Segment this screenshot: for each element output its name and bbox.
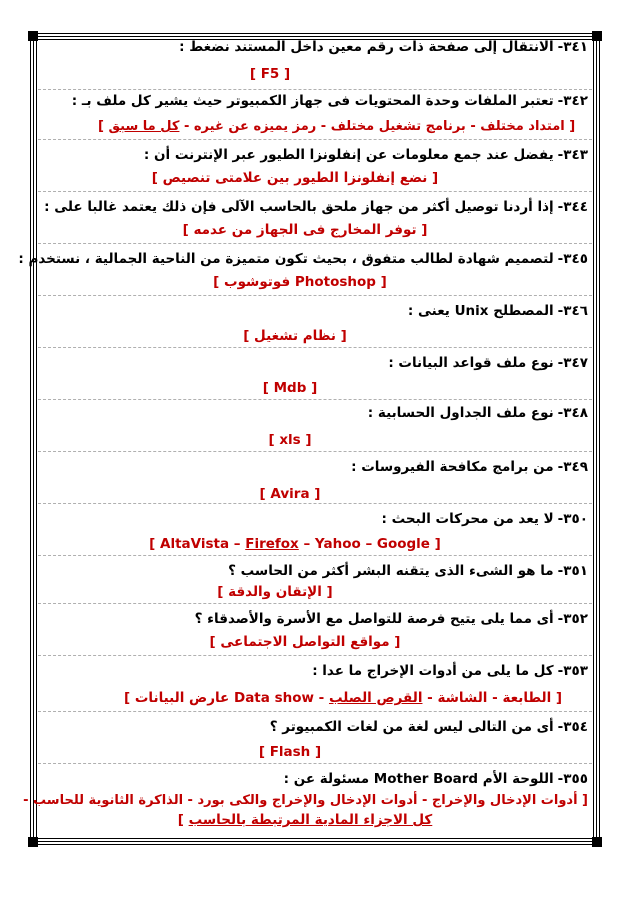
question-345 bbox=[18, 244, 592, 296]
question-342 bbox=[38, 90, 592, 140]
question-350 bbox=[38, 504, 592, 556]
correct-answer: كل الاجزاء المادية المرتبطة بالحاسب bbox=[188, 812, 433, 828]
question-text: ٣٤٤-إذا أردنا توصيل أكثر من جهاز ملحق بالحاسب الآلى فإن ذلك يعتمد غالبا على : bbox=[44, 199, 588, 215]
question-344 bbox=[38, 192, 592, 244]
answer-text: [ الطابعة - الشاشة - القرص الصلب - Data show عارض البيانات ] bbox=[124, 690, 563, 706]
question-text: ٣٥١-ما هو الشىء الذى يتقنه البشر أكثر من الحاسب ؟ bbox=[228, 563, 588, 579]
question-text: ٣٥٤-أى من التالى ليس لغة من لغات الكمبيوتر ؟ bbox=[269, 719, 588, 735]
question-348 bbox=[38, 400, 592, 452]
answer-text-continued: كل الاجزاء المادية المرتبطة بالحاسب ] bbox=[177, 812, 433, 828]
answer-text: [ مواقع التواصل الاجتماعى ] bbox=[209, 634, 401, 650]
question-text: ٣٤١-الانتقال إلى صفحة ذات رقم معين داخل المستند نضغط : bbox=[179, 39, 588, 55]
question-349 bbox=[38, 452, 592, 504]
correct-answer: كل ما سبق bbox=[108, 119, 180, 134]
question-347 bbox=[38, 348, 592, 400]
answer-text: [ Photoshop فوتوشوب ] bbox=[213, 274, 387, 290]
question-text: ٣٤٨-نوع ملف الجداول الحسابية : bbox=[367, 405, 588, 421]
question-352 bbox=[38, 604, 592, 656]
question-353 bbox=[38, 656, 592, 712]
answer-text: [ Mdb ] bbox=[262, 380, 318, 396]
question-355 bbox=[23, 764, 592, 838]
answer-text: [ نضع إنفلونزا الطيور بين علامتى تنصيص ] bbox=[151, 170, 439, 186]
correct-answer: Firefox bbox=[245, 536, 299, 552]
question-text: ٣٤٦-المصطلح Unix يعنى : bbox=[407, 303, 588, 319]
question-354 bbox=[38, 712, 592, 764]
question-text: ٣٥٢-أى مما يلى يتيح فرصة للتواصل مع الأسرة والأصدقاء ؟ bbox=[194, 611, 588, 627]
question-text: ٣٤٥-لتصميم شهادة لطالب متفوق ، بحيث تكون متميزة من الناحية الجمالية ، نستخدم : bbox=[18, 251, 588, 267]
correct-answer: القرص الصلب bbox=[328, 690, 423, 706]
question-346 bbox=[38, 296, 592, 348]
answer-text: [ أدوات الإدخال والإخراج - أدوات الإدخال والإخراج والكى بورد - الذاكرة الثانوية للحاسب - bbox=[23, 793, 588, 808]
answer-text: [ امتداد مختلف - برنامج تشغيل مختلف - رمز يميزه عن غيره - كل ما سبق ] bbox=[98, 119, 576, 134]
question-text: ٣٥٣-كل ما يلى من أدوات الإخراج ما عدا : bbox=[312, 663, 588, 679]
question-text: ٣٥٠-لا يعد من محركات البحث : bbox=[381, 511, 588, 527]
question-text: ٣٤٩-من برامج مكافحة الفيروسات : bbox=[351, 459, 588, 475]
question-341 bbox=[38, 38, 592, 90]
question-text: ٣٥٥-اللوحة الأم Mother Board مسئولة عن : bbox=[283, 771, 588, 787]
question-text: ٣٤٣-يفضل عند جمع معلومات عن إنفلونزا الطيور عبر الإنترنت أن : bbox=[143, 147, 588, 163]
answer-text: [ نظام تشغيل ] bbox=[243, 328, 347, 344]
border-corner bbox=[592, 31, 602, 41]
answer-text: [ الإتقان والدقة ] bbox=[217, 584, 333, 600]
answer-text: [ xls ] bbox=[268, 432, 312, 448]
border-corner bbox=[592, 837, 602, 847]
answer-text: [ AltaVista – Firefox – Yahoo – Google ] bbox=[149, 536, 441, 552]
question-351 bbox=[38, 556, 592, 604]
border-corner bbox=[28, 31, 38, 41]
answer-text: [ توفر المخارج فى الجهاز من عدمه ] bbox=[182, 222, 428, 238]
border-corner bbox=[28, 837, 38, 847]
question-text: ٣٤٢-تعتبر الملفات وحدة المحتويات فى جهاز الكمبيوتر حيث يشير كل ملف بـ : bbox=[71, 93, 588, 109]
answer-text: [ Avira ] bbox=[259, 486, 321, 502]
answer-text: [ Flash ] bbox=[258, 744, 322, 760]
question-text: ٣٤٧-نوع ملف قواعد البيانات : bbox=[388, 355, 588, 371]
question-343 bbox=[38, 140, 592, 192]
answer-text: [ F5 ] bbox=[249, 66, 291, 82]
